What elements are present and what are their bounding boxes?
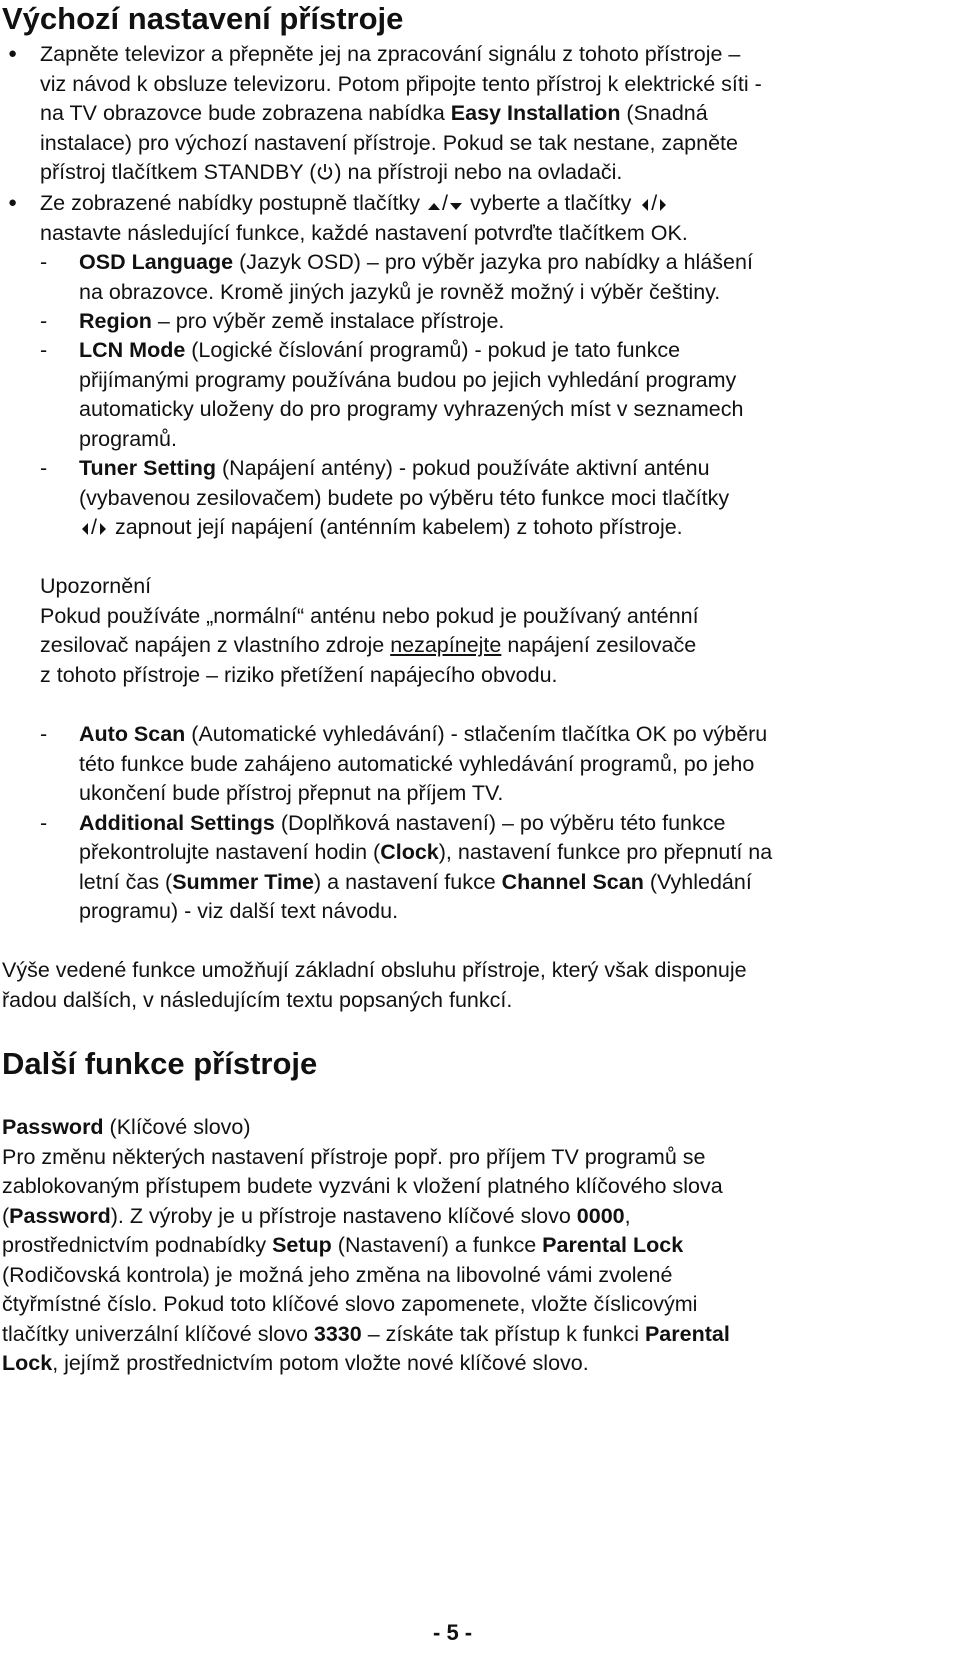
- text-run: tlačítky univerzální klíčové slovo: [2, 1322, 314, 1346]
- dash-marker: -: [40, 250, 48, 274]
- term-additional-settings: Additional Settings: [79, 811, 275, 835]
- text-run: (Doplňková nastavení) – po výběru této funkce: [274, 811, 726, 835]
- section-heading-additional-functions: Další funkce přístroje: [2, 1046, 318, 1081]
- text-run: , jejímž prostřednictvím potom vložte nové klíčové slovo.: [52, 1351, 589, 1375]
- text-run: přístroj tlačítkem STANDBY (: [40, 160, 317, 184]
- tuner-setting-line3: [79, 512, 683, 545]
- term-summer-time: Summer Time: [172, 870, 315, 894]
- term-auto-scan: Auto Scan: [79, 722, 186, 746]
- section-heading-default-settings: Výchozí nastavení přístroje: [2, 1, 404, 36]
- text-run: napájení zesilovače: [501, 633, 697, 657]
- auto-scan-line2: této funkce bude zahájeno automatické vyhledávání programů, po jeho: [79, 752, 755, 776]
- password-line6: čtyřmístné číslo. Pokud toto klíčové slovo zapomenete, vložte číslicovými: [2, 1292, 698, 1316]
- osd-language-line2: na obrazovce. Kromě jiných jazyků je rovněž možný i výběr češtiny.: [79, 280, 721, 304]
- default-code: 0000: [576, 1204, 625, 1228]
- osd-language-line1: [79, 247, 753, 277]
- region-line1: [79, 306, 504, 336]
- password-line8: [2, 1348, 589, 1378]
- auto-scan-line1: [79, 719, 767, 749]
- password-line4: [2, 1230, 683, 1260]
- text-run: (Logické číslování programů) - pokud je tato funkce: [185, 338, 681, 362]
- warning-title: Upozornění: [40, 574, 152, 598]
- bullet1-line4: instalace) pro výchozí nastavení přístroje. Pokud se tak nestane, zapněte: [40, 131, 738, 155]
- dash-marker: -: [40, 811, 48, 835]
- term-lcn-mode: LCN Mode: [79, 338, 186, 362]
- additional-settings-line2: [79, 837, 772, 867]
- text-run: vyberte a tlačítky: [464, 191, 638, 215]
- term-parental-lock: Lock: [2, 1351, 53, 1375]
- bullet-marker: ●: [8, 194, 18, 211]
- text-run: (Jazyk OSD) – pro výběr jazyka pro nabídky a hlášení: [233, 250, 753, 274]
- bullet2-line2: nastavte následující funkce, každé nastavení potvrďte tlačítkem OK.: [40, 221, 688, 245]
- text-run: překontrolujte nastavení hodin (: [79, 840, 381, 864]
- password-line7: [2, 1319, 730, 1349]
- lcn-mode-line2: přijímanými programy používána budou po jejich vyhledání programy: [79, 368, 737, 392]
- lcn-mode-line4: programů.: [79, 427, 177, 451]
- bullet1-line2: viz návod k obsluze televizoru. Potom připojte tento přístroj k elektrické síti -: [40, 72, 762, 96]
- left-arrow-icon: [79, 515, 91, 545]
- auto-scan-line3: ukončení bude přístroj přepnut na příjem TV.: [79, 781, 504, 805]
- text-run: na TV obrazovce bude zobrazena nabídka: [40, 101, 451, 125]
- text-run: – pro výběr země instalace přístroje.: [151, 309, 505, 333]
- dash-marker: -: [40, 338, 48, 362]
- dash-marker: -: [40, 309, 48, 333]
- text-run: zapnout její napájení (anténním kabelem) z tohoto přístroje.: [108, 515, 683, 539]
- password-line5: (Rodičovská kontrola) je možná jeho změna na libovolné vámi zvolené: [2, 1263, 673, 1287]
- text-run: Ze zobrazené nabídky postupně tlačítky: [40, 191, 427, 215]
- tuner-setting-line2: (vybavenou zesilovačem) budete po výběru této funkce moci tlačítky: [79, 486, 730, 510]
- term-clock: Clock: [380, 840, 439, 864]
- warning-line2: [40, 630, 696, 660]
- bullet1-line1: Zapněte televizor a přepněte jej na zpracování signálu z tohoto přístroje –: [40, 42, 741, 66]
- menu-name-easy-installation: Easy Installation: [450, 101, 621, 125]
- password-line1: Pro změnu některých nastavení přístroje popř. pro příjem TV programů se: [2, 1145, 706, 1169]
- term-region: Region: [79, 309, 152, 333]
- down-arrow-icon: [448, 191, 464, 221]
- power-icon: [316, 160, 334, 190]
- term-setup: Setup: [272, 1233, 332, 1257]
- text-run: (Nastavení) a funkce: [331, 1233, 543, 1257]
- additional-settings-line1: [79, 808, 725, 838]
- term-tuner-setting: Tuner Setting: [79, 456, 216, 480]
- dash-marker: -: [40, 722, 48, 746]
- warning-line3: z tohoto přístroje – riziko přetížení napájecího obvodu.: [40, 663, 558, 687]
- bullet-marker: ●: [8, 45, 18, 62]
- text-run: /: [442, 191, 449, 215]
- text-run: ) na přístroji nebo na ovladači.: [334, 160, 623, 184]
- text-run: (Snadná: [620, 101, 708, 125]
- text-run: (: [2, 1204, 10, 1228]
- up-arrow-icon: [426, 191, 442, 221]
- password-line3: [2, 1201, 631, 1231]
- summary-line2: řadou dalších, v následujícím textu popsaných funkcí.: [2, 988, 513, 1012]
- text-run: (Automatické vyhledávání) - stlačením tlačítka OK po výběru: [185, 722, 768, 746]
- dash-marker: -: [40, 456, 48, 480]
- text-run: (Vyhledání: [643, 870, 752, 894]
- right-arrow-icon: [657, 191, 669, 221]
- text-run: zesilovač napájen z vlastního zdroje: [40, 633, 391, 657]
- term-password: Password: [2, 1115, 104, 1139]
- bullet2-line1: [40, 188, 669, 221]
- text-run: /: [651, 191, 658, 215]
- text-run: prostřednictvím podnabídky: [2, 1233, 273, 1257]
- page-number: - 5 -: [433, 1620, 473, 1645]
- text-run: (Klíčové slovo): [103, 1115, 251, 1139]
- bullet1-line3: [40, 98, 708, 128]
- additional-settings-line4: programu) - viz další text návodu.: [79, 899, 399, 923]
- term-parental-lock: Parental: [644, 1322, 730, 1346]
- text-run: ). Z výroby je u přístroje nastaveno klíčové slovo: [110, 1204, 577, 1228]
- text-run: – získáte tak přístup k funkci: [361, 1322, 645, 1346]
- term-password: Password: [9, 1204, 111, 1228]
- underlined-text: nezapínejte: [390, 633, 502, 657]
- left-arrow-icon: [639, 191, 651, 221]
- additional-settings-line3: [79, 867, 752, 897]
- universal-code: 3330: [313, 1322, 362, 1346]
- term-osd-language: OSD Language: [79, 250, 234, 274]
- text-run: (Napájení antény) - pokud používáte aktivní anténu: [215, 456, 710, 480]
- password-line2: zablokovaným přístupem budete vyzváni k vložení platného klíčového slova: [2, 1174, 723, 1198]
- password-title: [2, 1112, 251, 1142]
- right-arrow-icon: [97, 515, 109, 545]
- text-run: ), nastavení funkce pro přepnutí na: [438, 840, 773, 864]
- lcn-mode-line3: automaticky uloženy do pro programy vyhrazených míst v seznamech: [79, 397, 744, 421]
- text-run: letní čas (: [79, 870, 173, 894]
- text-run: ,: [624, 1204, 631, 1228]
- term-parental-lock: Parental Lock: [542, 1233, 684, 1257]
- bullet1-line5: [40, 157, 622, 190]
- warning-line1: Pokud používáte „normální“ anténu nebo pokud je používaný anténní: [40, 604, 699, 628]
- tuner-setting-line1: [79, 453, 710, 483]
- text-run: /: [91, 515, 97, 539]
- lcn-mode-line1: [79, 335, 680, 365]
- text-run: ) a nastavení fukce: [314, 870, 502, 894]
- term-channel-scan: Channel Scan: [501, 870, 644, 894]
- summary-line1: Výše vedené funkce umožňují základní obsluhu přístroje, který však disponuje: [2, 958, 747, 982]
